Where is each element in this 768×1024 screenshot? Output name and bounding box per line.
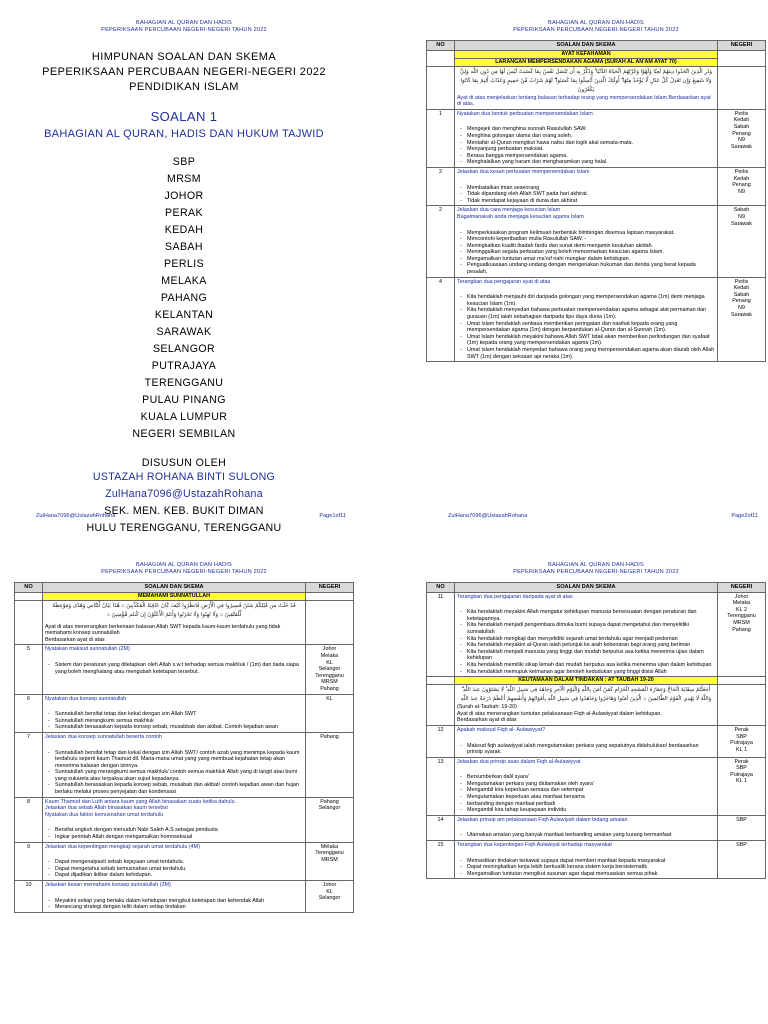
answer-item: - Kita hendaklah menyedari bahawa perbuatan mempersendakan agama sebagai alat permainan dan gurauan (1m) ialah sebahagian daripada tipu daya dunia (1m). — [467, 307, 715, 320]
negeri-name: KL 1 — [736, 778, 747, 785]
col-soalan: SOALAN DAN SKEMA — [43, 583, 306, 593]
spacer — [45, 741, 303, 749]
answer-list — [45, 711, 303, 731]
negeri-cell — [306, 645, 354, 694]
question-row — [15, 842, 354, 880]
answer-item: - Meningkatkan kualiti ibadah fardu dan sunat demi menjamin keutuhan akidah. — [467, 243, 715, 250]
negeri-name: KL — [326, 888, 333, 895]
header-line-2: PEPERIKSAAN PERCUBAAN NEGERI-NEGERI TAHUN 2022 — [513, 569, 679, 575]
answer-item: - Mengambil kira tahap keupayaan individu — [467, 807, 715, 814]
answer-item: - berbanding dengan manfaat peribadi — [467, 801, 715, 808]
intro-text: Ayat di atas menerangkan berkenaan balasan Allah SWT kepada kaum-kaum terdahulu yang tidak memahami konsep sunnatullah — [45, 623, 281, 637]
cover-title-2: PEPERIKSAAN PERCUBAAN NEGERI-NEGERI 2022 — [42, 66, 326, 78]
negeri-name: SBP — [736, 816, 747, 823]
band-subtitle: LARANGAN MEMPERSENDAKAN AGAMA (SURAH AL AN'AM AYAT 70) — [495, 58, 677, 65]
spacer — [45, 850, 303, 858]
question-row — [427, 167, 766, 205]
answer-item: - Umat Islam hendaklah menyedari bahawa orang yang mempersendakan agama akan diazab oleh Allah SWT (1m) dengan seksaan api neraka (1m). — [467, 347, 715, 360]
question-cell — [455, 757, 718, 815]
question-cell — [455, 592, 718, 677]
header-line-1: BAHAGIAN AL QURAN DAN HADIS — [136, 562, 232, 568]
negeri-name: Melaka — [320, 843, 339, 850]
state-item: PERLIS — [163, 258, 205, 270]
state-item: MELAKA — [161, 275, 207, 287]
question-cell — [455, 815, 718, 840]
spacer — [45, 653, 303, 661]
negeri-name: Melaka — [320, 652, 339, 659]
negeri-name: Sabah — [733, 123, 750, 130]
answer-item: - Dapat meningkatkan kerja lebih berkualiti kerana sistem kerja bersistematik — [467, 864, 715, 871]
answer-item: - Sunnatullah berasaskan kepada konsep sebab, musabab dan akibat/ contoh kejadian awan dan hujan berlaku melalui proses penyejatan dan kondensasi — [55, 782, 303, 795]
negeri-cell — [718, 815, 766, 840]
negeri-name: Penang — [732, 298, 751, 305]
spacer — [457, 117, 715, 125]
question-number: 5 — [15, 645, 43, 694]
answer-item: - Dapat mengenalpasti sebab kejayaan umat terdahulu. — [55, 859, 303, 866]
negeri-cell — [306, 694, 354, 732]
answer-item: - Kita hendaklah meyakini al-Quran ialah petunjuk ke arah kebenaran bagi orang yang beriman — [467, 642, 715, 649]
state-item: PAHANG — [160, 292, 208, 304]
negeri-name: Johor — [322, 646, 337, 653]
question-text: Jelaskan dua kepentingan mengkaji sejarah umat terdahulu (4M) — [45, 843, 200, 850]
question-cell — [455, 109, 718, 167]
spacer — [457, 823, 715, 831]
question-number: 2 — [427, 167, 455, 205]
answer-item: - Tidak dipandang oleh Allah SWT pada hari akhirat. — [467, 191, 715, 198]
answer-item: - Kita hendaklah menjadi manusia yang tinggi dan mudah berputus asa ketika menerima ujian dalam kehidupan — [467, 649, 715, 662]
question-number: 10 — [15, 881, 43, 913]
question-cell — [455, 206, 718, 277]
intro-text: Ayat di atas menerangkan tuntutan pelaksanaan Fiqh al-Aulawiyyat dalam kehidupan. — [457, 710, 662, 717]
col-no: NO — [15, 583, 43, 593]
page-2 — [426, 20, 766, 525]
page-number: Page1of11 — [319, 513, 346, 519]
band-title: AYAT KEFAHAMAN — [455, 51, 717, 59]
section-band — [43, 592, 306, 600]
answer-item: - Meyakini setiap yang berlaku dalam kehidupan mengikut ketetapan dan kehendak Allah — [55, 898, 303, 905]
question-row — [15, 797, 354, 842]
negeri-name: N9 — [738, 305, 745, 312]
answer-item: - Umat Islam hendaklah sentiasa memberikan peringatan dan nasihat kepada orang yang mempersendakan agama (1m) dengan berpandukan al-Quran dan al-Sunnah (1m). — [467, 321, 715, 334]
state-item: PUTRAJAYA — [151, 360, 217, 372]
question-row — [427, 277, 766, 362]
question-text: Nyatakan dua bentuk perbuatan mempersendakan Islam — [457, 110, 593, 117]
answer-item: - Membatalkan iman seseorang — [467, 185, 715, 192]
header-line-1: BAHAGIAN AL QURAN DAN HADIS — [548, 562, 644, 568]
negeri-cell — [306, 842, 354, 880]
answer-item: - Utamakan amalan yang banyak manfaat berbanding amalan yang kurang bermanfaat — [467, 832, 715, 839]
negeri-name: Pahang — [320, 733, 339, 740]
answer-item: - Mencontohi keperibadian mulia Rasulullah SAW. - — [467, 236, 715, 243]
state-item: KELANTAN — [154, 309, 214, 321]
question-cell — [43, 694, 306, 732]
question-text: Nyatakan maksud sunnatullah (2M) — [45, 646, 130, 653]
question-text: Jelaskan dua prinsip asas dalam Fiqh al-Aulawiyyat — [457, 758, 581, 765]
spacer — [457, 600, 715, 608]
question-text: Bagaimanakah anda menjaga kesucian agama Islam — [457, 213, 584, 220]
question-text: Terangkan dua pengajaran daripada ayat di atas — [457, 593, 573, 600]
cover-title-1: HIMPUNAN SOALAN DAN SKEMA — [91, 51, 277, 63]
answer-item: - Mengutamakan perkara yang diutamakan oleh syara' — [467, 781, 715, 788]
spacer — [45, 818, 303, 826]
page-footer — [448, 513, 758, 519]
negeri-name: N9 — [738, 188, 745, 195]
answer-item: - Penguatkuasaan undang-undang dengan mengenakan hukuman dan denda yang berat kepada pesalah. — [467, 262, 715, 275]
question-row — [15, 645, 354, 694]
cover-content — [14, 34, 354, 537]
state-item: SELANGOR — [152, 343, 216, 355]
header-line-1: BAHAGIAN AL QURAN DAN HADIS — [548, 20, 644, 26]
negeri-cell — [718, 277, 766, 362]
question-cell — [43, 842, 306, 880]
negeri-name: KL — [326, 659, 333, 666]
question-row — [427, 841, 766, 879]
negeri-name: MRSM — [321, 679, 338, 686]
verse-reference: (Surah al-Taubah: 19-20) — [457, 704, 517, 711]
negeri-name: Perak — [734, 726, 749, 733]
page-header — [14, 562, 354, 576]
negeri-name: Pahang — [732, 626, 751, 633]
state-item: JOHOR — [164, 190, 204, 202]
col-soalan: SOALAN DAN SKEMA — [455, 41, 718, 51]
question-row — [427, 725, 766, 757]
question-text: Jelaskan kesan memahami konsep sunnatullah (2M) — [45, 882, 171, 888]
negeri-name: Pahang — [320, 798, 339, 805]
state-item: SBP — [172, 156, 196, 168]
page-footer — [36, 513, 346, 519]
state-item: PERAK — [165, 207, 203, 219]
negeri-name: SBP — [736, 733, 747, 740]
page-header — [14, 20, 354, 34]
band-title: KEUTAMAAN DALAM TINDAKAN : AT TAUBAH 19-20 — [518, 677, 654, 684]
disusun-oleh: DISUSUN OLEH — [141, 457, 227, 469]
negeri-name: Sarawak — [731, 143, 752, 150]
answer-item: - Berasa bangga mempersendakan agama. — [467, 153, 715, 160]
page-3 — [14, 562, 354, 1024]
answer-item: - Sunnatullah merangkumi semua makhluk — [55, 718, 303, 725]
arabic-verse: وَذَرِ الَّذِينَ اتَّخَذُوا دِينَهُمْ لَعِبًا وَلَهْوًا وَغَرَّتْهُمُ الْحَيَاةُ الدُّنْيَا ۚ وَذَكِّرْ بِهِ أَن تُبْسَلَ نَفْسٌ بِمَا كَسَبَتْ لَيْسَ لَهَا مِن دُونِ اللَّهِ وَلِيٌّ وَلَا شَفِيعٌ وَإِن تَعْدِلْ كُلَّ عَدْلٍ لَّا يُؤْخَذْ مِنْهَا ۗ أُولَٰئِكَ الَّذِينَ أُبْسِلُوا بِمَا كَسَبُوا ۖ لَهُمْ شَرَابٌ مِّنْ حَمِيمٍ وَعَذَابٌ أَلِيمٌ بِمَا كَانُوا يَكْفُرُونَ — [460, 68, 712, 93]
arabic-verse: أَجَعَلْتُمْ سِقَايَةَ الْحَاجِّ وَعِمَارَةَ الْمَسْجِدِ الْحَرَامِ كَمَنْ آمَنَ بِاللَّهِ وَالْيَوْمِ الْآخِرِ وَجَاهَدَ فِي سَبِيلِ اللَّهِ ۚ لَا يَسْتَوُونَ عِندَ اللَّهِ ۗ وَاللَّهُ لَا يَهْدِي الْقَوْمَ الظَّالِمِينَ ۞ الَّذِينَ آمَنُوا وَهَاجَرُوا وَجَاهَدُوا فِي سَبِيلِ اللَّهِ بِأَمْوَالِهِمْ وَأَنفُسِهِمْ أَعْظَمُ دَرَجَةً عِندَ اللَّهِ — [460, 687, 712, 703]
state-list — [14, 154, 354, 443]
col-negeri: NEGERI — [306, 583, 354, 593]
answer-item: - Menghina golongan ulama dan orang soleh. — [467, 133, 715, 140]
answer-item: - Sunnatullah bersifat tetap dan kekal dengan izin Allah SWT/ contoh azab yang menimpa kepada kaum terdahulu seperti kaum Thamud dll. Mana-mana umat yang yang membuat kejahatan tetap akan menerima balasan dengan izinnya. — [55, 750, 303, 770]
answer-item: - Kita hendaklah memupuk keimanan agar beroleh kedudukan yang tinggi disisi Allah — [467, 669, 715, 676]
question-text: Jelaskan dua cara menjaga kesucian Islam — [457, 207, 561, 214]
page-4 — [426, 562, 766, 1024]
question-cell — [455, 725, 718, 757]
section-title: BAHAGIAN AL QURAN, HADIS DAN HUKUM TAJWID — [44, 128, 324, 140]
negeri-name: Pahang — [320, 685, 339, 692]
question-cell — [43, 881, 306, 913]
question-row — [15, 881, 354, 913]
question-cell — [455, 167, 718, 205]
answer-item: - Menghalalkan yang haram dan mengharamkan yang halal. — [467, 159, 715, 166]
question-number: 1 — [427, 109, 455, 167]
negeri-name: MRSM — [733, 619, 750, 626]
state-item: KUALA LUMPUR — [140, 411, 228, 423]
answer-item: - Menyanjung perbuatan maksiat. — [467, 146, 715, 153]
question-text: Jelaskan dua sebab Allah binasakan kaum tersebut — [45, 805, 168, 812]
negeri-cell — [718, 725, 766, 757]
negeri-name: Perlis — [734, 110, 749, 117]
spacer — [45, 889, 303, 897]
negeri-name: Sarawak — [731, 311, 752, 318]
answer-item: - Bersifat angkuh dengan menuduh Nabi Saleh A.S sebagai pendusta — [55, 827, 303, 834]
section-band — [455, 677, 718, 685]
negeri-name: N9 — [738, 137, 745, 144]
question-number: 15 — [427, 841, 455, 879]
author-handle: ZulHana7096@UstazahRohana — [105, 488, 263, 500]
question-text: Jelaskan dua konsep sunnatullah beserta contoh — [45, 733, 162, 740]
question-number: 14 — [427, 815, 455, 840]
question-row — [427, 815, 766, 840]
intro-text-2: Berdasarkan ayat di atas — [45, 636, 105, 643]
header-line-2: PEPERIKSAAN PERCUBAAN NEGERI-NEGERI TAHUN 2022 — [513, 27, 679, 33]
question-number: 8 — [15, 797, 43, 842]
page-number: Page2of11 — [731, 513, 758, 519]
section-band — [455, 50, 718, 66]
negeri-cell — [306, 881, 354, 913]
spacer — [457, 849, 715, 857]
answer-list — [45, 859, 303, 879]
district-name: HULU TERENGGANU, TERENGGANU — [86, 522, 282, 534]
footer-handle: ZulHana7096@UstazahRohana — [448, 513, 528, 519]
negeri-name: Selangor — [318, 895, 341, 902]
negeri-name: Perlis — [734, 168, 749, 175]
answer-list — [457, 185, 715, 205]
negeri-name: Sabah — [733, 291, 750, 298]
question-number: 4 — [427, 277, 455, 362]
state-item: SABAH — [165, 241, 203, 253]
answer-list — [45, 662, 303, 675]
negeri-name: Johor — [734, 593, 749, 600]
answer-list — [457, 774, 715, 814]
answer-item: - Sunnatullah berasaskan kepada konsep sebab, musabbab dan akibat. Contoh kejadian awan — [55, 724, 303, 731]
answer-item: - Kita hendaklah memiliki sikap lemah dan mudah berputus asa ketika menerima ujian dalam kehidupan — [467, 662, 715, 669]
negeri-name: Perak — [734, 758, 749, 765]
page-header — [426, 562, 766, 576]
answer-item: - Mentafsir al-Quran mengikut hawa nafsu dan logik akal semata-mata. — [467, 140, 715, 147]
answer-item: - Kita hendaklah menjadi pengembara dimuka bumi supaya dapat mengetahui dan menyelidiki sunnatullah — [467, 622, 715, 635]
negeri-name: Selangor — [318, 666, 341, 673]
col-negeri: NEGERI — [718, 583, 766, 593]
spacer — [457, 221, 715, 229]
spacer — [457, 176, 715, 184]
answer-list — [457, 609, 715, 675]
negeri-name: Penang — [732, 130, 751, 137]
negeri-name: Selangor — [318, 805, 341, 812]
answer-item: - Sistem dan peraturan yang ditetapkan oleh Allah s.w.t terhadap semua makhluk / (1m) dan tiada siapa yang boleh menghalang atau mengubah ketetapan tersebut. — [55, 662, 303, 675]
col-negeri: NEGERI — [718, 41, 766, 51]
question-row — [427, 757, 766, 815]
answer-list — [457, 743, 715, 756]
page-1-cover — [14, 20, 354, 534]
question-row — [427, 206, 766, 277]
question-table — [426, 40, 766, 362]
question-text: Kaum Thamud dan Luth antara kaum yang Allah binasakan suatu ketika dahulu . — [45, 798, 238, 805]
col-soalan: SOALAN DAN SKEMA — [455, 583, 718, 593]
answer-list — [457, 294, 715, 360]
negeri-name: SBP — [736, 765, 747, 772]
question-cell — [43, 797, 306, 842]
question-row — [427, 109, 766, 167]
state-item: TERENGGANU — [144, 377, 224, 389]
negeri-name: KL — [326, 695, 333, 702]
question-row — [427, 592, 766, 677]
negeri-name: KL 1 — [736, 746, 747, 753]
header-line-2: PEPERIKSAAN PERCUBAAN NEGERI-NEGERI TAHUN 2022 — [101, 27, 267, 33]
answer-list — [45, 827, 303, 840]
negeri-name: Kedah — [733, 175, 750, 182]
header-line-1: BAHAGIAN AL QURAN DAN HADIS — [136, 20, 232, 26]
answer-item: - Mengejek dan menghina sunnah Rasulullah SAW. — [467, 126, 715, 133]
cover-title-3: PENDIDIKAN ISLAM — [129, 81, 239, 93]
negeri-name: Sarawak — [731, 220, 752, 227]
spacer — [457, 285, 715, 293]
negeri-name: Kedah — [733, 117, 750, 124]
school-name: SEK. MEN. KEB. BUKIT DIMAN — [104, 505, 264, 517]
footer-handle: ZulHana7096@UstazahRohana — [36, 513, 116, 519]
answer-item: - Kita hendaklah menjauhi diri daripada golongan yang mempersendakan agama (1m) demi menjaga kesucian Islam (1m). — [467, 294, 715, 307]
answer-item: - Ingkar perintah Allah dengan mengamalkan homoseksual — [55, 834, 303, 841]
answer-item: - Umat Islam hendaklah meyakini bahawa Allah SWT tidak akan memberikan perlindungan dan syafaat (1m) kepada orang yang mempersendakan agama (1m). — [467, 334, 715, 347]
answer-item: - Mengamalkan tuntutan amar ma'ruf nahi mungkar dalam kehidupan. — [467, 256, 715, 263]
answer-list — [457, 230, 715, 276]
negeri-name: Terengganu — [315, 850, 344, 857]
question-number: 11 — [427, 592, 455, 677]
question-row — [15, 694, 354, 732]
negeri-cell — [718, 167, 766, 205]
author-name: USTAZAH ROHANA BINTI SULONG — [92, 471, 276, 483]
negeri-cell — [306, 797, 354, 842]
answer-item: - Tidak mendapat kejayaan di dunia dan akhirat — [467, 198, 715, 205]
answer-item: - Dapat dijadikan iktibar dalam kehidupan. — [55, 872, 303, 879]
page-header — [426, 20, 766, 34]
soalan-title: SOALAN 1 — [150, 109, 218, 124]
question-text: Terangkan dua kepentingan Fiqh Aulawiyat terhadap masyarakat — [457, 842, 612, 849]
negeri-cell — [718, 757, 766, 815]
negeri-cell — [718, 841, 766, 879]
negeri-name: Terengganu — [315, 672, 344, 679]
answer-item: - Mengamalkan tuntutan mengikut susunan agar dapat memuaskan semua pihak — [467, 871, 715, 878]
answer-item: - Kita hendaklah meyakini Allah mengatur kehidupan manusia bersesuaian dengan peraturan dan ketetapannya. — [467, 609, 715, 622]
state-item: NEGERI SEMBILAN — [132, 428, 236, 440]
negeri-name: N9 — [738, 213, 745, 220]
answer-item: - Bersumberkan dalil syara' — [467, 774, 715, 781]
state-item: KEDAH — [164, 224, 204, 236]
question-table — [426, 582, 766, 879]
negeri-name: Putrajaya — [730, 740, 753, 747]
question-text: Terangkan dua pengajaran ayat di atas — [457, 278, 551, 285]
negeri-name: Putrajaya — [730, 771, 753, 778]
answer-list — [45, 898, 303, 911]
answer-item: - Kita hendaklah mengkaji dan menyelidiki sejarah umat terdahulu agar menjadi pedoman — [467, 636, 715, 643]
header-line-2: PEPERIKSAAN PERCUBAAN NEGERI-NEGERI TAHUN 2022 — [101, 569, 267, 575]
negeri-name: Perlis — [734, 278, 749, 285]
state-item: PULAU PINANG — [142, 394, 226, 406]
question-number: 9 — [15, 842, 43, 880]
band-title: MEMAHAMI SUNNATULLAH — [137, 592, 211, 599]
negeri-name: Terengganu — [727, 613, 756, 620]
negeri-name: Melaka — [732, 600, 751, 607]
question-text: Nyatakan dua konsep sunnatullah — [45, 695, 127, 702]
question-text: Jelaskan dua kesan perbuatan mempersendakan Islam — [457, 168, 590, 175]
spacer — [457, 734, 715, 742]
state-item: SARAWAK — [156, 326, 212, 338]
question-number: 6 — [15, 694, 43, 732]
answer-item: - Mengutamakan keperluan atau manfaat bersama — [467, 794, 715, 801]
answer-item: - Dapat mengetahui sebab kemusnahan umat terdahulu. — [55, 866, 303, 873]
question-cell — [455, 277, 718, 362]
question-text: Jelaskan prinsip am pelaksanaan Fiqh Aulawiyah dalam bidang amalan — [457, 816, 628, 823]
intro-text-2: Berdasarkan ayat di atas — [457, 717, 517, 724]
spacer — [457, 765, 715, 773]
answer-list — [457, 126, 715, 166]
spacer — [45, 702, 303, 710]
answer-list — [457, 832, 715, 839]
answer-item: - Maksud fiqh aulawiyyat ialah mengutamakan perkara yang sepatutnya didahulukan/ berdasarkan prinsip syarak. — [467, 743, 715, 756]
negeri-name: Kedah — [733, 285, 750, 292]
question-cell — [43, 732, 306, 797]
question-text: Nyatakan dua faktor kemusnahan umat terdahulu — [45, 811, 164, 818]
negeri-name: Penang — [732, 182, 751, 189]
col-no: NO — [427, 583, 455, 593]
question-number: 12 — [427, 725, 455, 757]
question-cell — [455, 841, 718, 879]
negeri-name: SBP — [736, 842, 747, 849]
answer-list — [45, 750, 303, 796]
question-number: 7 — [15, 732, 43, 797]
negeri-name: Johor — [322, 882, 337, 888]
negeri-cell — [306, 732, 354, 797]
question-text: Apakah maksud Fiqh al- Aulawiyyat? — [457, 726, 546, 733]
answer-list — [457, 858, 715, 878]
col-no: NO — [427, 41, 455, 51]
question-number: 13 — [427, 757, 455, 815]
answer-item: - Memperkasakan program keilmuan berbentuk bimbingan disemua lapisan masyarakat. — [467, 230, 715, 237]
arabic-verse: قَدْ خَلَتْ مِن قَبْلِكُمْ سُنَنٌ فَسِيرُوا فِي الْأَرْضِ فَانظُرُوا كَيْفَ كَانَ عَاقِبَةُ الْمُكَذِّبِينَ ۞ هَٰذَا بَيَانٌ لِّلنَّاسِ وَهُدًى وَمَوْعِظَةٌ لِّلْمُتَّقِينَ ۞ وَلَا تَهِنُوا وَلَا تَحْزَنُوا وَأَنتُمُ الْأَعْلَوْنَ إِن كُنتُم مُّؤْمِنِينَ ۞ — [52, 602, 296, 618]
answer-item: - Memastikan tindakan terkawal supaya dapat memberi manfaat kepada masyarakat — [467, 858, 715, 865]
negeri-name: Sabah — [733, 207, 750, 214]
intro-text: Ayat di atas menjelaskan tentang balasan terhadap orang yang mempersendakan Islam.Berdasarkan ayat di atas, — [457, 94, 711, 108]
negeri-cell — [718, 592, 766, 677]
answer-item: - Merancang strategi dengan teliti dalam setiap tindakan — [55, 904, 303, 911]
answer-item: - Mengambil kira keperluan semasa dan setempat — [467, 787, 715, 794]
answer-item: - Meninggalkan segala perbuatan yang boleh mencemarkan kesucian agama Islam. — [467, 249, 715, 256]
question-number: 2 — [427, 206, 455, 277]
question-cell — [43, 645, 306, 694]
negeri-name: KL 2 — [736, 606, 747, 613]
question-table — [14, 582, 354, 913]
answer-item: - Sunnatullah yang merangkumi semua makhluk/ contoh semua makhluk Allah yang di langit atau bumi yang sukarela atau terpaksa akan sujud kepadanya. — [55, 769, 303, 782]
negeri-name: MRSM — [321, 856, 338, 863]
negeri-cell — [718, 109, 766, 167]
negeri-cell — [718, 206, 766, 277]
state-item: MRSM — [167, 173, 201, 185]
answer-item: - Sunnatullah bersifat tetap dan kekal dengan izin Allah SWT — [55, 711, 303, 718]
question-row — [15, 732, 354, 797]
